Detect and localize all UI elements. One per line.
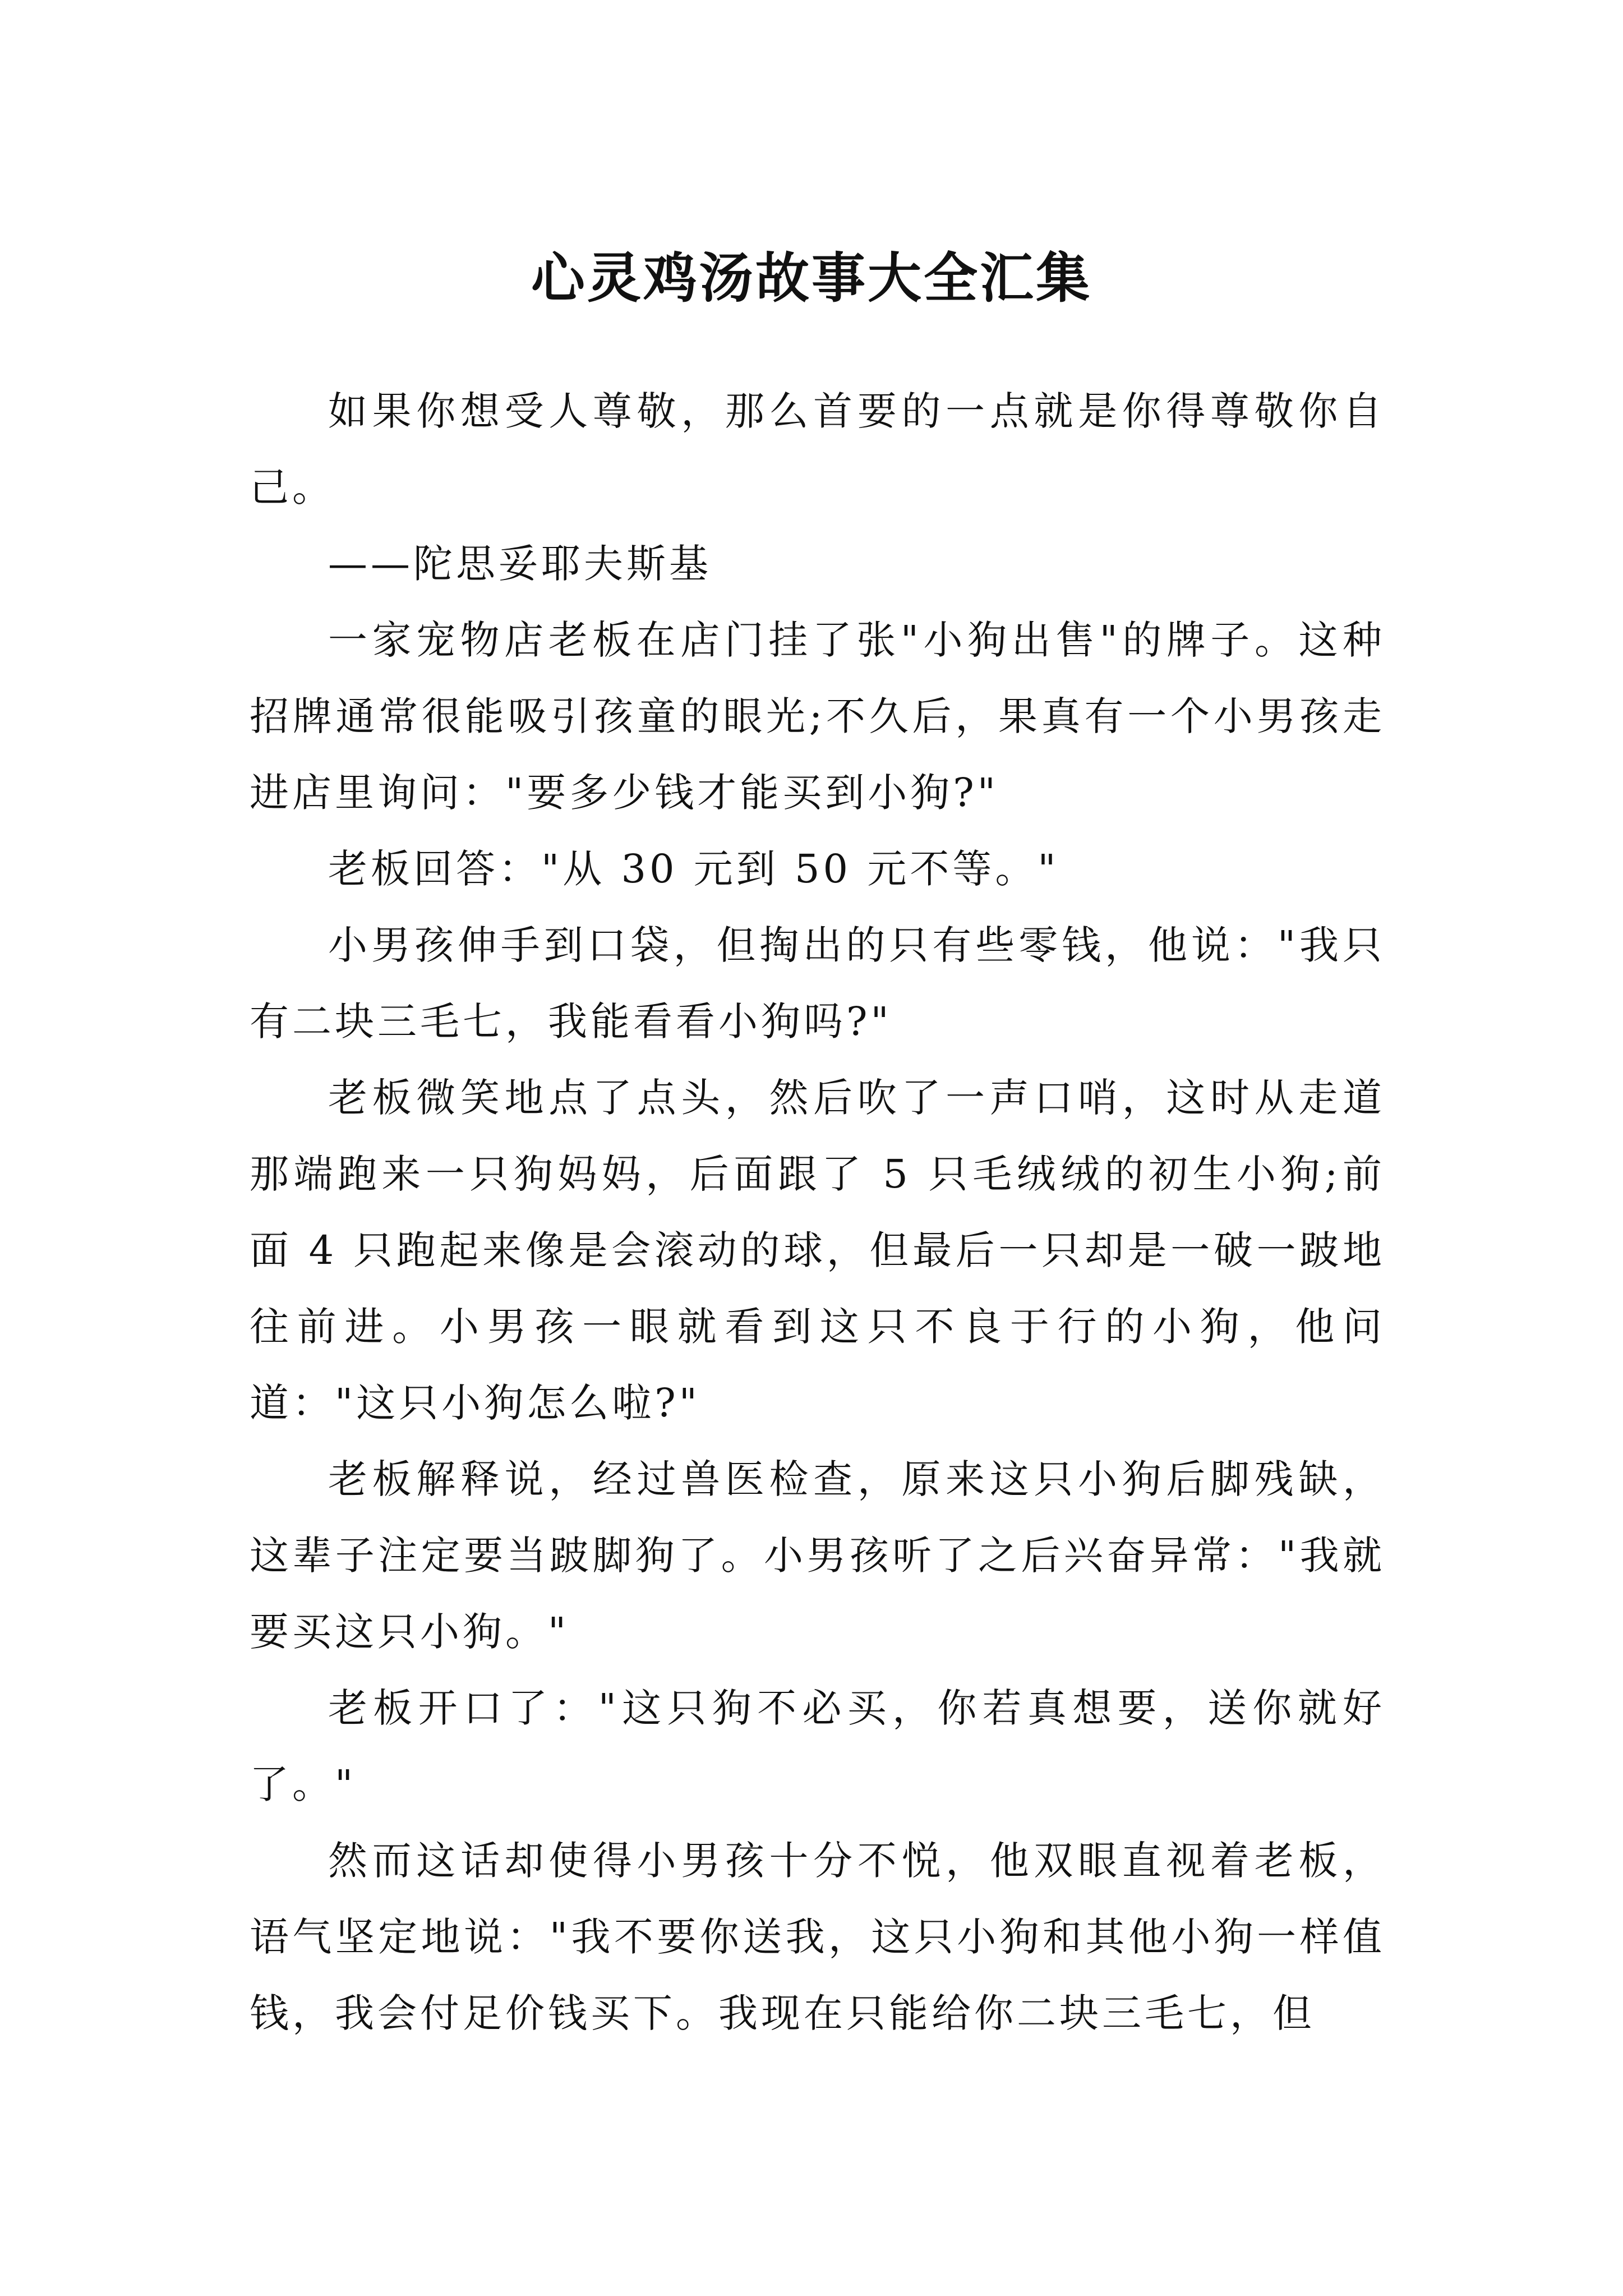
- story-paragraph: 老板微笑地点了点头，然后吹了一声口哨，这时从走道那端跑来一只狗妈妈，后面跟了 5 只毛绒绒的初生小狗;前面 4 只跑起来像是会滚动的球，但最后一只却是一破一跛地往前进。小男孩一眼就看到这只不良于行的小狗，他问道："这只小狗怎么啦?": [250, 1075, 1385, 1426]
- story-paragraph: 小男孩伸手到口袋，但掏出的只有些零钱，他说："我只有二块三毛七，我能看看小狗吗?": [250, 922, 1385, 1045]
- story-paragraph: 老板回答："从 30 元到 50 元不等。": [328, 846, 1059, 892]
- story-paragraph: 然而这话却使得小男孩十分不悦，他双眼直视着老板，语气坚定地说："我不要你送我，这只小狗和其他小狗一样值钱，我会付足价钱买下。我现在只能给你二块三毛七，但: [250, 1838, 1385, 2036]
- story-paragraph: 老板开口了："这只狗不必买，你若真想要，送你就好了。": [250, 1685, 1385, 1807]
- quote-attribution: ——陀思妥耶夫斯基: [328, 541, 712, 587]
- quote-paragraph: 如果你想受人尊敬，那么首要的一点就是你得尊敬你自己。: [250, 388, 1385, 510]
- story-paragraph: 一家宠物店老板在店门挂了张"小狗出售"的牌子。这种招牌通常很能吸引孩童的眼光;不久后，果真有一个小男孩走进店里询问："要多少钱才能买到小狗?": [250, 617, 1385, 816]
- document-body: [250, 373, 1385, 2051]
- document-title: 心灵鸡汤故事大全汇集: [531, 246, 1092, 310]
- story-paragraph: 老板解释说，经过兽医检查，原来这只小狗后脚残缺，这辈子注定要当跛脚狗了。小男孩听了之后兴奋异常："我就要买这只小狗。": [250, 1456, 1385, 1655]
